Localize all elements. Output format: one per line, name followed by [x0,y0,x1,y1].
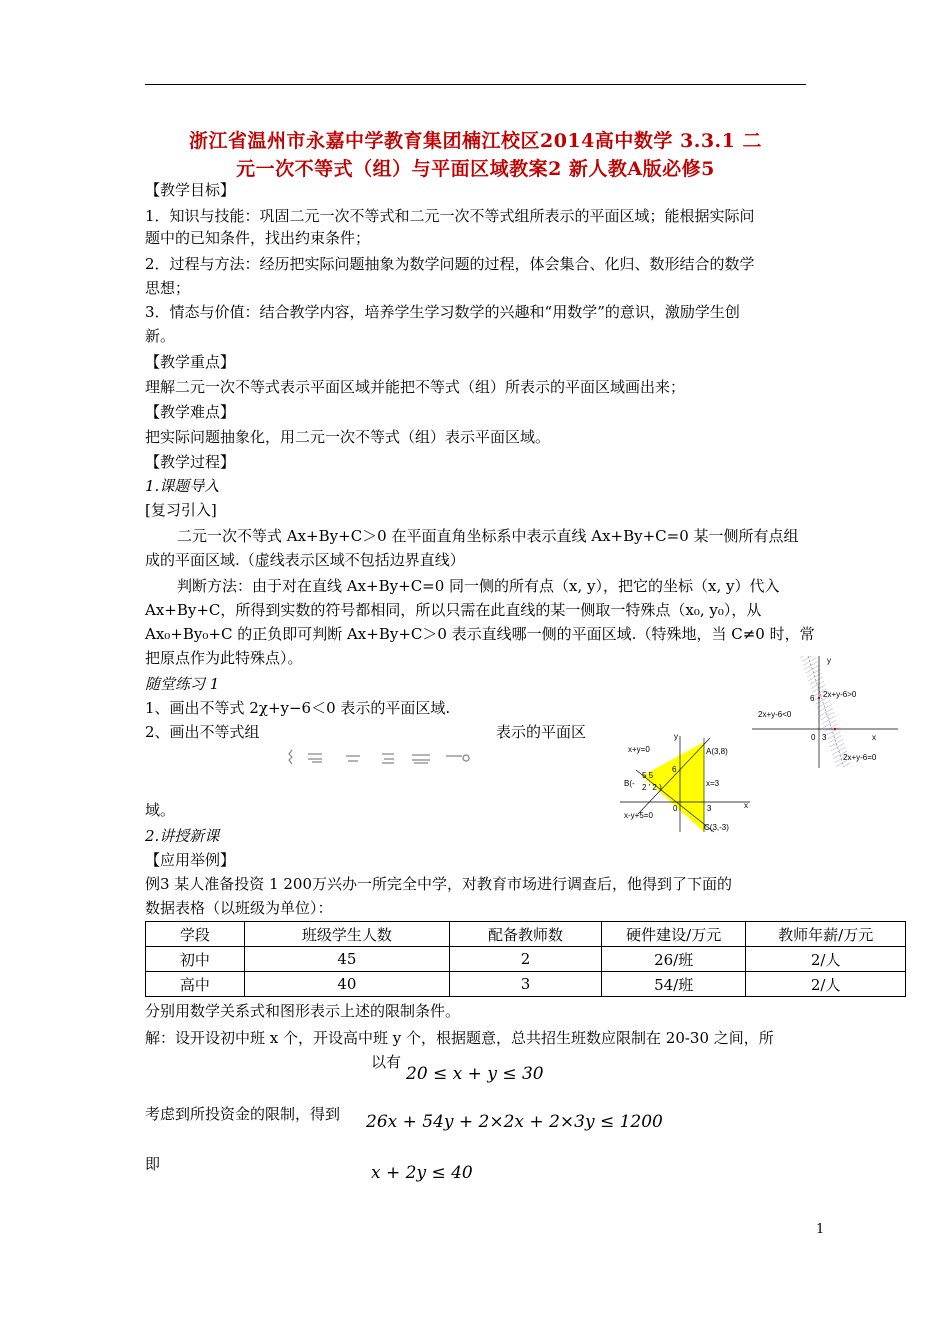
table-row [146,972,906,997]
data-table [145,921,906,997]
inequality-3: x + 2y ≤ 40 [371,1163,473,1183]
goal-3b: 新。 [145,327,176,345]
table-cell: 2/人 [746,947,906,972]
table-cell: 45 [244,947,449,972]
practice-heading: 随堂练习 1 [145,675,220,693]
region-negative-label: 2x+y-6<0 [758,710,792,719]
table-header-cell: 教师年薪/万元 [746,922,906,947]
table-cell: 高中 [146,972,245,997]
process-heading: 【教学过程】 [145,453,236,471]
line-x-minus-y-label: x-y+5=0 [624,811,653,820]
y-axis-label: y [674,732,678,741]
table-cell: 40 [244,972,449,997]
solution-4: 即 [145,1155,161,1173]
point-marker [834,728,836,730]
solution-1: 解：设开设初中班 x 个，开设高中班 y 个，根据题意，总共招生班数应限制在 20-30 之间，所 [145,1029,774,1047]
point-b-fraction-top: 5 5 [642,771,654,780]
title-line-1: 浙江省温州市永嘉中学教育集团楠江校区2014高中数学 3.3.1 二 [188,130,762,152]
tick-6: 6 [672,765,677,774]
region-positive-label: 2x+y-6>0 [823,690,857,699]
paragraph-2b: Ax+By+C，所得到实数的符号都相同，所以只需在此直线的某一侧取一特殊点（x₀, y₀），从 [145,601,762,619]
paragraph-2c: Ax₀+By₀+C 的正负即可判断 Ax+By+C＞0 表示直线哪一侧的平面区域.（特殊地，当 C≠0 时，常 [145,625,815,643]
part-1-heading: 1.课题导入 [145,477,220,495]
table-header-cell: 硬件建设/万元 [601,922,745,947]
x-axis-label: x [744,801,748,810]
example-3b: 数据表格（以班级为单位）： [145,899,333,917]
table-cell: 2/人 [746,972,906,997]
table-cell: 3 [449,972,601,997]
table-cell: 2 [449,947,601,972]
apply-heading: 【应用举例】 [145,851,236,869]
point-a-label: A(3,8) [706,747,728,756]
difficulty-heading: 【教学难点】 [145,403,236,421]
key-heading: 【教学重点】 [145,353,236,371]
part-2-heading: 2.讲授新课 [145,827,220,845]
line-x-plus-y-label: x+y=0 [628,745,650,754]
paragraph-2a: 判断方法：由于对在直线 Ax+By+C=0 同一侧的所有点（x, y），把它的坐标（x, y）代入 [177,577,780,595]
goal-2b: 思想； [145,279,191,297]
table-header-cell: 班级学生人数 [244,922,449,947]
exercise-2b: 表示的平面区 [496,723,587,741]
goals-heading: 【教学目标】 [145,181,236,199]
y-axis-label: y [827,656,831,665]
x-axis-label: x [872,733,876,742]
graph-region-1 [752,653,912,773]
goal-3a: 3．情态与价值：结合教学内容，培养学生学习数学的兴趣和“用数学”的意识，激励学生创 [145,303,740,321]
table-row [146,947,906,972]
difficulty-text: 把实际问题抽象化，用二元一次不等式（组）表示平面区域。 [145,428,551,446]
table-header-cell: 配备教师数 [449,922,601,947]
example-3a: 例3 某人准备投资 1 200万兴办一所完全中学，对教育市场进行调查后，他得到了下面的 [145,875,733,893]
after-table-text: 分别用数学关系式和图形表示上述的限制条件。 [145,1002,461,1020]
paragraph-1a: 二元一次不等式 Ax+By+C＞0 在平面直角坐标系中表示直线 Ax+By+C=0 某一侧所有点组 [177,527,799,545]
goal-1b: 题中的已知条件，找出约束条件； [145,229,371,247]
inequality-system-image [286,746,498,768]
table-cell: 54/班 [601,972,745,997]
key-text: 理解二元一次不等式表示平面区域并能把不等式（组）所表示的平面区域画出来； [145,378,686,396]
line-x-eq-3-label: x=3 [706,779,720,788]
tick-3: 3 [707,804,712,813]
tick-3: 3 [822,733,827,742]
solution-3: 考虑到所投资金的限制，得到 [145,1105,341,1123]
title-line-2: 元一次不等式（组）与平面区域教案2 新人教A版必修5 [236,158,715,180]
point-b-label: B(- [624,779,635,788]
inequality-1: 20 ≤ x + y ≤ 30 [406,1064,544,1084]
point-marker [818,697,820,699]
header-rule [145,84,806,85]
review-heading: [复习引入] [145,501,217,519]
goal-1a: 1．知识与技能：巩固二元一次不等式和二元一次不等式组所表示的平面区域；能根据实际问 [145,207,755,225]
table-header-cell: 学段 [146,922,245,947]
table-cell: 初中 [146,947,245,972]
exercise-1: 1、画出不等式 2χ+y−6＜0 表示的平面区域. [145,699,451,717]
point-c-label: C(3,-3) [704,823,729,832]
point-b-fraction-bottom: 2 ' 2 ) [642,783,662,792]
hatched-band [800,656,852,767]
graph-region-2 [620,732,760,834]
table-cell: 26/班 [601,947,745,972]
origin-label: 0 [673,804,678,813]
solution-2: 以有 [371,1053,402,1071]
origin-label: 0 [811,733,816,742]
inequality-2: 26x + 54y + 2×2x + 2×3y ≤ 1200 [366,1112,663,1132]
tick-6: 6 [810,694,815,703]
table-header-row [146,922,906,947]
paragraph-2d: 把原点作为此特殊点）。 [145,649,303,667]
goal-2a: 2．过程与方法：经历把实际问题抽象为数学问题的过程，体会集合、化归、数形结合的数学 [145,255,755,273]
page-number: 1 [816,1222,825,1237]
line-equation-label: 2x+y-6=0 [843,753,877,762]
exercise-2a: 2、画出不等式组 [145,723,260,741]
exercise-2c: 域。 [145,801,176,819]
paragraph-1b: 成的平面区域.（虚线表示区域不包括边界直线） [145,551,465,569]
